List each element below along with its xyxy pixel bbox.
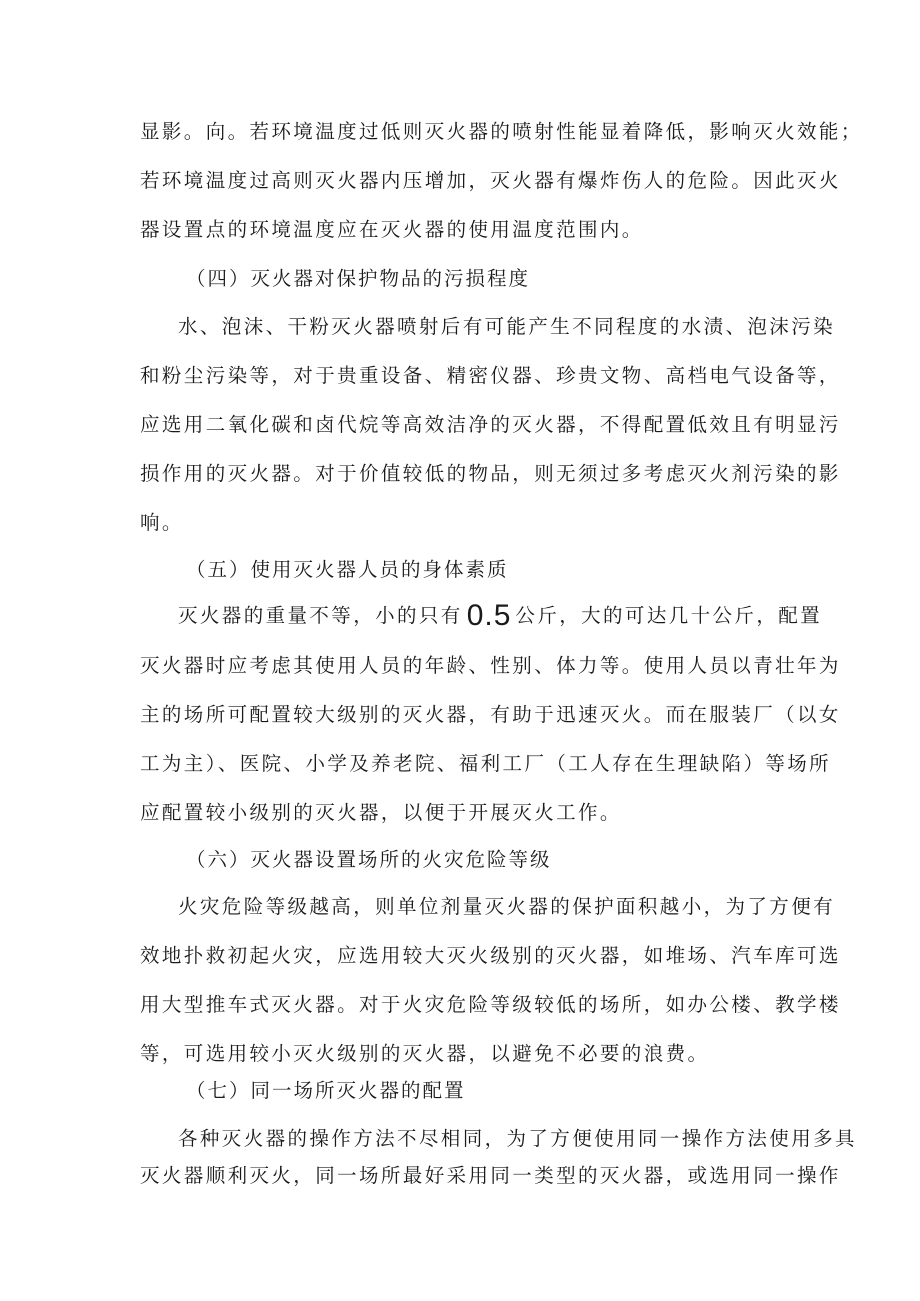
paragraph-line: 用大型推车式灭火器。对于火灾危险等级较低的场所，如办公楼、教学楼	[140, 993, 841, 1016]
paragraph-line: 效地扑救初起火灾，应选用较大灭火级别的灭火器，如堆场、汽车库可选	[140, 944, 841, 967]
section-heading-6: （六）灭火器设置场所的火灾危险等级	[186, 848, 552, 871]
section-heading-5: （五）使用灭火器人员的身体素质	[186, 558, 509, 581]
paragraph-line: 灭火器顺利灭火，同一场所最好采用同一类型的灭火器，或选用同一操作	[140, 1164, 841, 1187]
paragraph-line: 主的场所可配置较大级别的灭火器，有助于迅速灭火。而在服装厂（以女	[140, 703, 841, 726]
paragraph-line: 工为主）、医院、小学及养老院、福利工厂（工人存在生理缺陷）等场所	[140, 752, 832, 775]
paragraph-line: 和粉尘污染等，对于贵重设备、精密仪器、珍贵文物、高档电气设备等，	[140, 364, 841, 387]
paragraph-line: 应选用二氧化碳和卤代烷等高效洁净的灭火器，不得配置低效且有明显污	[140, 413, 841, 436]
paragraph-line: 显影。向。若环境温度过低则灭火器的喷射性能显着降低，影响灭火效能；	[140, 120, 863, 143]
paragraph-line: 火灾危险等级越高，则单位剂量灭火器的保护面积越小，为了方便有	[178, 895, 836, 918]
paragraph-line: 若环境温度过高则灭火器内压增加，灭火器有爆炸伤人的危险。因此灭火	[140, 169, 841, 192]
section-heading-7: （七）同一场所灭火器的配置	[186, 1079, 466, 1102]
paragraph-line: 等，可选用较小灭火级别的灭火器，以避免不必要的浪费。	[140, 1042, 710, 1065]
weight-number: 0.5	[466, 599, 512, 632]
section-heading-4: （四）灭火器对保护物品的污损程度	[186, 267, 531, 290]
paragraph-line: 损作用的灭火器。对于价值较低的物品，则无须过多考虑灭火剂污染的影	[140, 462, 841, 485]
paragraph-line: 响。	[140, 511, 184, 534]
text-segment: 公斤，大的可达几十公斤，配置	[515, 604, 823, 627]
paragraph-line: 应配置较小级别的灭火器，以便于开展灭火工作。	[140, 801, 622, 824]
paragraph-line: 器设置点的环境温度应在灭火器的使用温度范围内。	[140, 218, 644, 241]
paragraph-line: 各种灭火器的操作方法不尽相同，为了方便使用同一操作方法使用多具	[178, 1127, 857, 1150]
text-segment: 灭火器的重量不等，小的只有	[178, 604, 463, 627]
paragraph-line: 灭火器时应考虑其使用人员的年龄、性别、体力等。使用人员以青壮年为	[140, 654, 841, 677]
paragraph-line	[178, 599, 828, 632]
paragraph-line: 水、泡沫、干粉灭火器喷射后有可能产生不同程度的水渍、泡沫污染	[178, 315, 836, 338]
